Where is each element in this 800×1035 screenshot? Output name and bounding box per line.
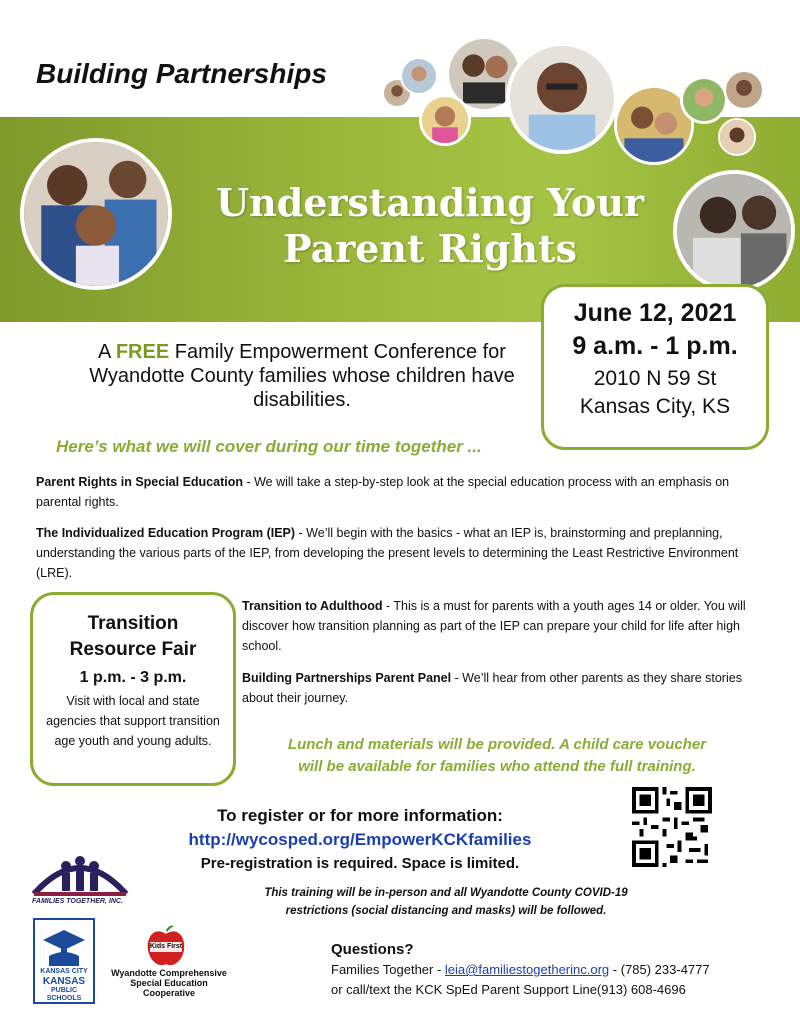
intro-prefix: A xyxy=(98,341,116,363)
kids-first-label: Kids First xyxy=(149,943,183,950)
fair-title-line2: Resource Fair xyxy=(69,639,197,660)
kck-logo-text xyxy=(35,968,93,1003)
contact-line xyxy=(331,960,710,980)
contact-email-link[interactable]: leia@familiestogetherinc.org xyxy=(444,962,610,977)
intro-free: FREE xyxy=(115,341,170,363)
event-address: 2010 N 59 St xyxy=(593,367,717,390)
register-link[interactable]: http://wycosped.org/EmpowerKCKfamilies xyxy=(188,830,532,849)
lunch-line2: will be available for families who attend the full training. xyxy=(298,758,696,775)
topic-parent-panel xyxy=(242,668,762,708)
covid-line2: restrictions (social distancing and masks) will be followed. xyxy=(285,905,607,917)
main-title-line2: Parent Rights xyxy=(283,226,577,271)
kc-line2: KANSAS xyxy=(42,976,86,987)
covid-note xyxy=(236,884,656,920)
main-title xyxy=(150,180,710,272)
wyandotte-coop-label xyxy=(108,968,230,998)
topic-text: - This is a must for parents with a youth ages 14 or older. You will discover how transition planning as part of the IEP can prepare your child for life after high school. xyxy=(242,599,746,653)
topic-title: Parent Rights in Special Education xyxy=(36,475,243,489)
families-together-label: FAMILIES TOGETHER, INC. xyxy=(32,898,123,905)
questions-heading: Questions? xyxy=(331,941,414,958)
transition-fair-box xyxy=(30,592,236,786)
topic-text: - We’ll hear from other parents as they share stories about their journey. xyxy=(242,671,742,705)
lunch-note xyxy=(272,734,722,778)
top-title: Building Partnerships xyxy=(36,58,327,89)
topic-iep xyxy=(36,523,756,583)
cover-heading: Here’s what we will cover during our time together ... xyxy=(56,437,482,456)
support-line: or call/text the KCK SpEd Parent Support Line(913) 608-4696 xyxy=(331,982,686,997)
kids-photo-small-3 xyxy=(680,76,728,124)
event-city: Kansas City, KS xyxy=(579,395,731,418)
contact-phone: - (785) 233-4777 xyxy=(609,962,710,977)
fair-text: Visit with local and state agencies that support transition age youth and young adults. xyxy=(46,694,220,748)
kids-photo-small-4 xyxy=(724,70,764,110)
girl-smiling-photo xyxy=(419,94,471,146)
kids-first-apple-logo xyxy=(144,922,188,968)
covid-line1: This training will be in-person and all Wyandotte County COVID-19 xyxy=(264,887,628,899)
kc-line3: PUBLIC SCHOOLS xyxy=(46,987,82,1002)
coop-line2: Special Education xyxy=(130,978,208,988)
qr-code[interactable] xyxy=(632,787,712,867)
topic-text: - We will take a step-by-step look at the special education process with an emphasis on parental rights. xyxy=(36,475,730,509)
topic-transition xyxy=(242,596,762,656)
event-time: 9 a.m. - 1 p.m. xyxy=(572,332,738,360)
contact-prefix: Families Together - xyxy=(331,962,445,977)
boy-glasses-photo xyxy=(506,42,618,154)
questions-section xyxy=(331,940,710,1000)
intro-rest: Family Empowerment Conference for Wyandotte County families whose children have disabilities. xyxy=(89,341,515,411)
lunch-line1: Lunch and materials will be provided. A child care voucher xyxy=(287,736,707,753)
event-date: June 12, 2021 xyxy=(573,299,737,327)
intro-text xyxy=(72,340,532,412)
register-note: Pre-registration is required. Space is limited. xyxy=(200,855,520,872)
topic-title: The Individualized Education Program (IEP) xyxy=(36,526,296,540)
fair-time: 1 p.m. - 3 p.m. xyxy=(79,669,187,686)
families-together-logo xyxy=(30,846,130,906)
kids-photo-small-5 xyxy=(718,118,756,156)
event-details-box xyxy=(541,284,769,450)
main-title-line1: Understanding Your xyxy=(216,180,644,225)
register-heading: To register or for more information: xyxy=(217,806,503,825)
topic-title: Building Partnerships Parent Panel xyxy=(242,671,452,685)
kids-photo-small-2 xyxy=(400,57,438,95)
coop-line1: Wyandotte Comprehensive xyxy=(111,968,227,978)
topic-parent-rights xyxy=(36,472,756,512)
fair-title xyxy=(33,611,233,663)
topic-title: Transition to Adulthood xyxy=(242,599,383,613)
fair-title-line1: Transition xyxy=(87,613,179,634)
topic-text: - We’ll begin with the basics - what an IEP is, brainstorming and preplanning, understanding the various parts of the IEP, from developing the present levels to determining the Least Restrictive Environment (LRE). xyxy=(36,526,739,580)
kc-line1: KANSAS CITY xyxy=(40,968,88,975)
coop-line3: Cooperative xyxy=(142,988,195,998)
register-section xyxy=(150,804,570,876)
